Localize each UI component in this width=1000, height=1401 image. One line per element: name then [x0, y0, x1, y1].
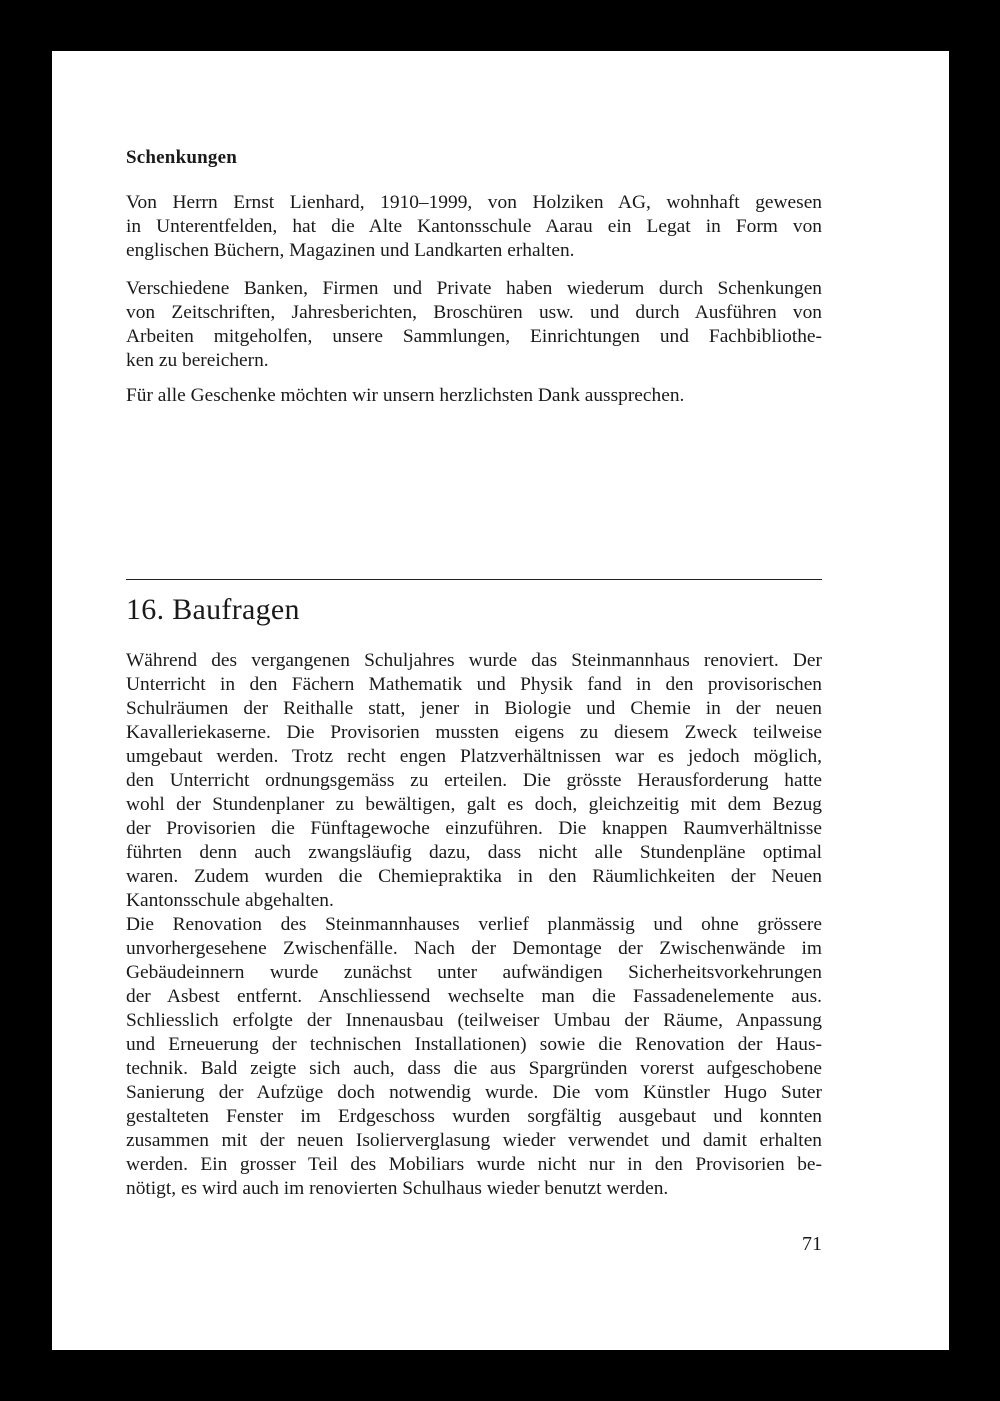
- text-line: wohl der Stundenplaner zu bewältigen, galt es doch, gleichzeitig mit dem Bezug: [126, 794, 822, 815]
- text-line: umgebaut werden. Trotz recht engen Platzverhältnissen war es jedoch möglich,: [126, 746, 822, 767]
- text-line: Sanierung der Aufzüge doch notwendig wurde. Die vom Künstler Hugo Suter: [126, 1082, 822, 1103]
- text-line: Für alle Geschenke möchten wir unsern herzlichsten Dank aussprechen.: [126, 385, 685, 406]
- text-line: und Erneuerung der technischen Installationen) sowie die Renovation der Haus-: [126, 1034, 822, 1055]
- text-line: Arbeiten mitgeholfen, unsere Sammlungen, Einrichtungen und Fachbibliothe-: [126, 326, 822, 347]
- text-line: zusammen mit der neuen Isolierverglasung wieder verwendet und damit erhalten: [126, 1130, 822, 1151]
- text-line: Während des vergangenen Schuljahres wurde das Steinmannhaus renoviert. Der: [126, 650, 822, 671]
- schenkungen-paragraph-2: [126, 277, 822, 373]
- text-line: Schulräumen der Reithalle statt, jener in Biologie und Chemie in der neuen: [126, 698, 822, 719]
- text-line: der Provisorien die Fünftagewoche einzuführen. Die knappen Raumverhältnisse: [126, 818, 822, 839]
- text-line: Kavalleriekaserne. Die Provisorien mussten eigens zu diesem Zweck teilweise: [126, 722, 822, 743]
- text-line: Gebäudeinnern wurde zunächst unter aufwändigen Sicherheitsvorkehrungen: [126, 962, 822, 983]
- text-line: technik. Bald zeigte sich auch, dass die aus Spargründen vorerst aufgeschobene: [126, 1058, 822, 1079]
- section-title-baufragen: 16. Baufragen: [126, 593, 300, 626]
- text-line: gestalteten Fenster im Erdgeschoss wurden sorgfältig ausgebaut und konnten: [126, 1106, 822, 1127]
- section-divider: [126, 579, 822, 580]
- text-line: führten denn auch zwangsläufig dazu, dass nicht alle Stundenpläne optimal: [126, 842, 822, 863]
- text-line: Kantonsschule abgehalten.: [126, 890, 334, 911]
- text-line: waren. Zudem wurden die Chemiepraktika in den Räumlichkeiten der Neuen: [126, 866, 822, 887]
- text-line: den Unterricht ordnungsgemäss zu erteilen. Die grösste Herausforderung hatte: [126, 770, 822, 791]
- text-line: der Asbest entfernt. Anschliessend wechselte man die Fassadenelemente aus.: [126, 986, 822, 1007]
- section-heading-schenkungen: Schenkungen: [126, 147, 237, 168]
- text-line: in Unterentfelden, hat die Alte Kantonsschule Aarau ein Legat in Form von: [126, 216, 822, 237]
- schenkungen-paragraph-3: [126, 384, 822, 408]
- text-line: Unterricht in den Fächern Mathematik und Physik fand in den provisorischen: [126, 674, 822, 695]
- text-line: werden. Ein grosser Teil des Mobiliars wurde nicht nur in den Provisorien be-: [126, 1154, 822, 1175]
- text-line: Von Herrn Ernst Lienhard, 1910–1999, von Holziken AG, wohnhaft gewesen: [126, 192, 822, 213]
- page-number: 71: [802, 1233, 822, 1255]
- document-page: [52, 51, 949, 1350]
- text-line: unvorhergesehene Zwischenfälle. Nach der Demontage der Zwischenwände im: [126, 938, 822, 959]
- text-line: englischen Büchern, Magazinen und Landkarten erhalten.: [126, 240, 575, 261]
- text-line: von Zeitschriften, Jahresberichten, Broschüren usw. und durch Ausführen von: [126, 302, 822, 323]
- text-line: Die Renovation des Steinmannhauses verlief planmässig und ohne grössere: [126, 914, 822, 935]
- text-line: ken zu bereichern.: [126, 350, 269, 371]
- baufragen-body: [126, 649, 822, 1201]
- text-line: Schliesslich erfolgte der Innenausbau (teilweiser Umbau der Räume, Anpassung: [126, 1010, 822, 1031]
- schenkungen-paragraph-1: [126, 191, 822, 263]
- text-line: Verschiedene Banken, Firmen und Private haben wiederum durch Schenkungen: [126, 278, 822, 299]
- text-line: nötigt, es wird auch im renovierten Schulhaus wieder benutzt werden.: [126, 1178, 669, 1199]
